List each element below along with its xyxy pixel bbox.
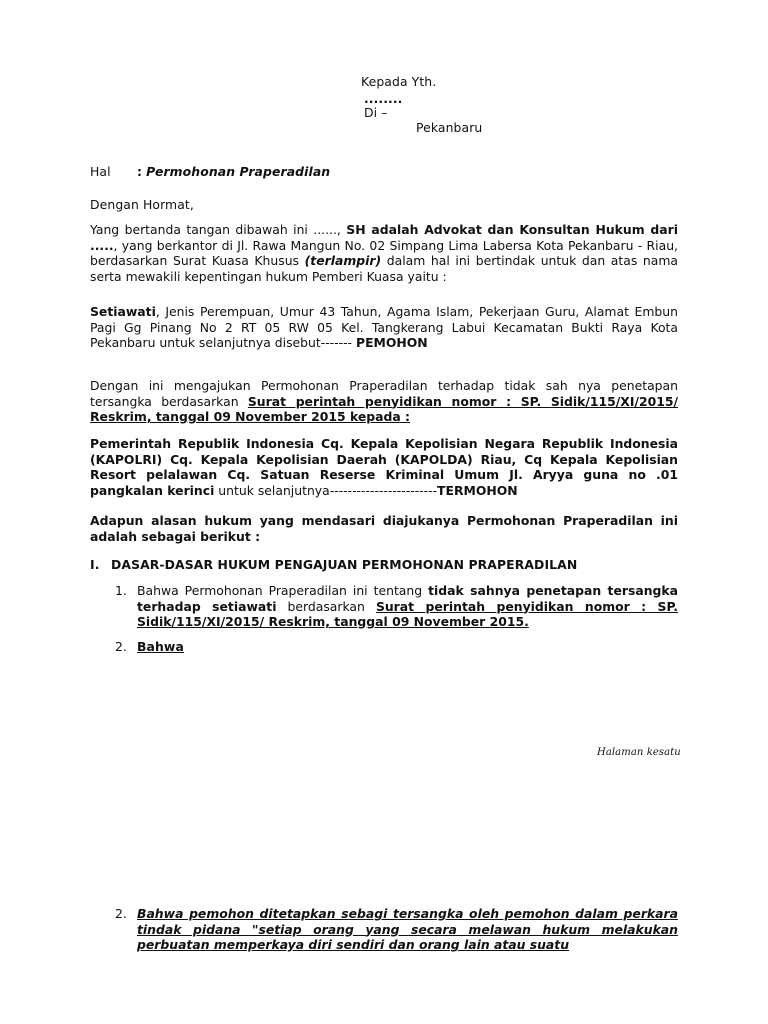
page2-item-number: 2. [115, 906, 127, 921]
greeting: Dengan Hormat, [90, 197, 194, 212]
para1-text-1: Yang bertanda tangan dibawah ini ......, [90, 222, 341, 237]
para3-text: Dengan ini mengajukan Permohonan Praperadilan terhadap tidak sah nya penetapan tersangka berdasarkan [90, 378, 678, 409]
item-1-text-2: berdasarkan [287, 598, 365, 614]
paragraph-termohon [90, 436, 678, 498]
paragraph-pemohon [90, 304, 678, 351]
item-2-text: Bahwa [137, 639, 184, 654]
pemohon-role: PEMOHON [355, 335, 428, 350]
item-1-text [137, 583, 678, 630]
section-number: I. [90, 557, 100, 572]
termohon-role: TERMOHON [437, 482, 518, 498]
item-2-number: 2. [115, 639, 127, 654]
para1-terlampir: (terlampir) [304, 253, 382, 268]
termohon-institution: Pemerintah Republik Indonesia Cq. Kepala Kepolisian Negara Republik Indonesia (KAPOLRI) Cq. Kepala Kepolisian Daerah (KAPOLDA) Riau, Cq Kepala Kepolisian Resort pelalawan Cq. Satuan Reserse Kriminal Umum Jl. Aryya guna no .01 pangkalan kerinci [90, 436, 678, 498]
subject-label: Hal [90, 164, 111, 179]
address-di: Di – [364, 105, 388, 120]
item-1-surat-ref: Surat perintah penyidikan nomor : SP. Sidik/115/XI/2015/ Reskrim, tanggal 09 November 2015. [137, 598, 678, 629]
para1-text-2: , yang berkantor di Jl. Rawa Mangun No. 02 Simpang Lima Labersa Kota Pekanbaru - Riau, berdasarkan Surat Kuasa Khusus [90, 237, 678, 268]
paragraph-permohonan [90, 378, 678, 425]
para4-text: untuk selanjutnya------------------------ [214, 482, 438, 498]
para1-advokat: SH adalah Advokat dan Konsultan Hukum dari ..... [90, 222, 678, 253]
paragraph-alasan: Adapun alasan hukum yang mendasari diajukanya Permohonan Praperadilan ini adalah sebagai berikut : [90, 513, 678, 544]
subject-line [137, 164, 330, 179]
address-recipient: ........ [364, 91, 403, 106]
pemohon-name: Setiawati [90, 304, 156, 319]
surat-perintah-ref: Surat perintah penyidikan nomor : SP. Sidik/115/XI/2015/ Reskrim, tanggal 09 November 2015 kepada : [90, 393, 678, 424]
para1-text-3: dalam hal ini bertindak untuk dan atas nama serta mewakili kepentingan hukum Pemberi Kuasa yaitu : [90, 253, 678, 284]
section-title: DASAR-DASAR HUKUM PENGAJUAN PERMOHONAN PRAPERADILAN [111, 557, 578, 572]
page2-item-text: Bahwa pemohon ditetapkan sebagi tersangka oleh pemohon dalam perkara tindak pidana "setiap orang yang secara melawan hukum melakukan perbuatan memperkaya diri sendiri dan orang lain atau suatu [137, 906, 678, 952]
address-city: Pekanbaru [416, 120, 483, 135]
para2-text: , Jenis Perempuan, Umur 43 Tahun, Agama Islam, Pekerjaan Guru, Alamat Embun Pagi Gg Pinang No 2 RT 05 RW 05 Kel. Tangkerang Labui Kecamatan Bukti Raya Kota Pekanbaru untuk selanjutnya disebut------- [90, 304, 678, 350]
item-1-bold: tidak sahnya penetapan tersangka terhadap setiawati [137, 583, 678, 614]
page-footer: Halaman kesatu [597, 747, 681, 758]
item-1-text-1: Bahwa Permohonan Praperadilan ini tentang [137, 583, 423, 598]
paragraph-intro [90, 222, 678, 284]
subject-colon: : [137, 164, 143, 179]
subject-text: Permohonan Praperadilan [146, 164, 331, 179]
item-1-number: 1. [115, 583, 127, 598]
address-kepada: Kepada Yth. [361, 74, 437, 89]
